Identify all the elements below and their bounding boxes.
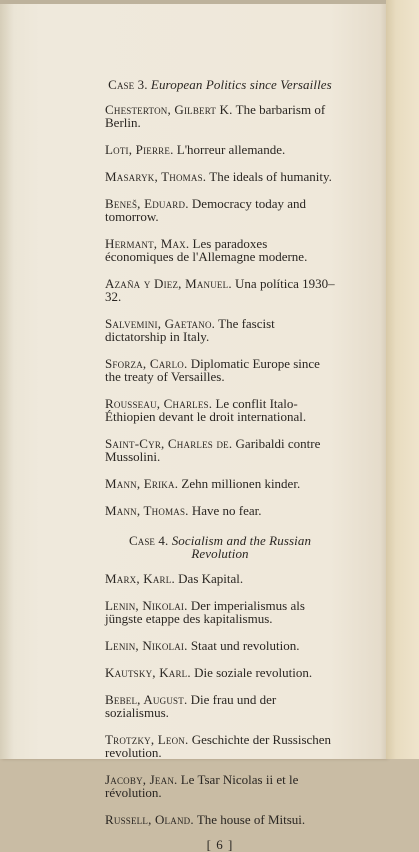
catalog-entry bbox=[105, 666, 335, 679]
catalog-entry bbox=[105, 357, 335, 383]
catalog-entry bbox=[105, 477, 335, 490]
entry-title: Le Tsar Nicolas ii et le révolution. bbox=[105, 772, 299, 800]
catalog-entry bbox=[105, 572, 335, 585]
catalog-entry bbox=[105, 813, 335, 826]
entry-title: Die frau und der sozialismus. bbox=[105, 692, 277, 720]
entry-author: Bebel, August. bbox=[105, 692, 188, 707]
entry-author: Mann, Thomas. bbox=[105, 503, 189, 518]
entry-title: Garibaldi contre Mussolini. bbox=[105, 436, 321, 464]
catalog-entry bbox=[105, 317, 335, 343]
page-top-edge bbox=[0, 0, 386, 4]
catalog-entry bbox=[105, 170, 335, 183]
catalog-entry bbox=[105, 277, 335, 303]
catalog-entry bbox=[105, 504, 335, 517]
entry-author: Rousseau, Charles. bbox=[105, 396, 213, 411]
entry-title: The ideals of humanity. bbox=[209, 169, 332, 184]
entry-author: Russell, Oland. bbox=[105, 812, 194, 827]
entry-author: Sforza, Carlo. bbox=[105, 356, 188, 371]
catalog-entry bbox=[105, 773, 335, 799]
entry-author: Jacoby, Jean. bbox=[105, 772, 178, 787]
entry-author: Mann, Erika. bbox=[105, 476, 179, 491]
catalog-entry bbox=[105, 103, 335, 129]
entry-title: Zehn millionen kinder. bbox=[181, 476, 301, 491]
backing-card bbox=[386, 0, 419, 759]
case-4-title: Socialism and the Russian Revolution bbox=[171, 533, 312, 561]
entry-title: Staat und revolution. bbox=[190, 638, 300, 653]
entry-author: Chesterton, Gilbert K. bbox=[105, 102, 233, 117]
entry-title: The barbarism of Berlin. bbox=[105, 102, 326, 130]
entry-title: L'horreur allemande. bbox=[176, 142, 286, 157]
catalog-entry bbox=[105, 639, 335, 652]
entry-author: Kautsky, Karl. bbox=[105, 665, 191, 680]
entry-title: Die soziale revolution. bbox=[194, 665, 313, 680]
entry-title: Una política 1930–32. bbox=[105, 276, 335, 304]
entry-author: Masaryk, Thomas. bbox=[105, 169, 207, 184]
catalog-entry bbox=[105, 397, 335, 423]
catalog-entry bbox=[105, 437, 335, 463]
entry-author: Saint-Cyr, Charles de. bbox=[105, 436, 233, 451]
catalog-entry bbox=[105, 693, 335, 719]
catalog-entry bbox=[105, 197, 335, 223]
case-3-heading bbox=[105, 78, 335, 91]
entry-author: Loti, Pierre. bbox=[105, 142, 174, 157]
case-3-entries bbox=[105, 103, 335, 517]
entry-title: Democracy today and tomorrow. bbox=[105, 196, 306, 224]
entry-author: Beneš, Eduard. bbox=[105, 196, 189, 211]
entry-title: Geschichte der Russischen revolution. bbox=[105, 732, 332, 760]
entry-title: Le conflit Italo-Éthiopien devant le droit international. bbox=[105, 396, 307, 424]
entry-author: Azaña y Diez, Manuel. bbox=[105, 276, 232, 291]
entry-author: Hermant, Max. bbox=[105, 236, 190, 251]
entry-author: Marx, Karl. bbox=[105, 571, 175, 586]
entry-title: Have no fear. bbox=[191, 503, 262, 518]
entry-title: The fascist dictatorship in Italy. bbox=[105, 316, 275, 344]
case-4-label: Case 4. bbox=[128, 533, 169, 548]
catalog-entry bbox=[105, 733, 335, 759]
entry-author: Lenin, Nikolai. bbox=[105, 638, 188, 653]
catalog-entry bbox=[105, 143, 335, 156]
catalog-entry bbox=[105, 237, 335, 263]
entry-title: Les paradoxes économiques de l'Allemagne moderne. bbox=[105, 236, 308, 264]
case-4-entries bbox=[105, 572, 335, 826]
entry-author: Salvemini, Gaetano. bbox=[105, 316, 216, 331]
entry-title: Der imperialismus als jüngste etappe des kapitalismus. bbox=[105, 598, 305, 626]
catalog-content bbox=[105, 78, 335, 851]
case-3-label: Case 3. bbox=[108, 77, 148, 92]
entry-title: Das Kapital. bbox=[178, 571, 244, 586]
case-3-title: European Politics since Versailles bbox=[150, 77, 332, 92]
entry-title: The house of Mitsui. bbox=[196, 812, 306, 827]
entry-title: Diplomatic Europe since the treaty of Versailles. bbox=[105, 356, 320, 384]
page-number: [ 6 ] bbox=[206, 837, 234, 852]
entry-author: Trotzky, Leon. bbox=[105, 732, 189, 747]
catalog-entry bbox=[105, 599, 335, 625]
entry-author: Lenin, Nikolai. bbox=[105, 598, 188, 613]
case-4-heading bbox=[105, 534, 335, 560]
